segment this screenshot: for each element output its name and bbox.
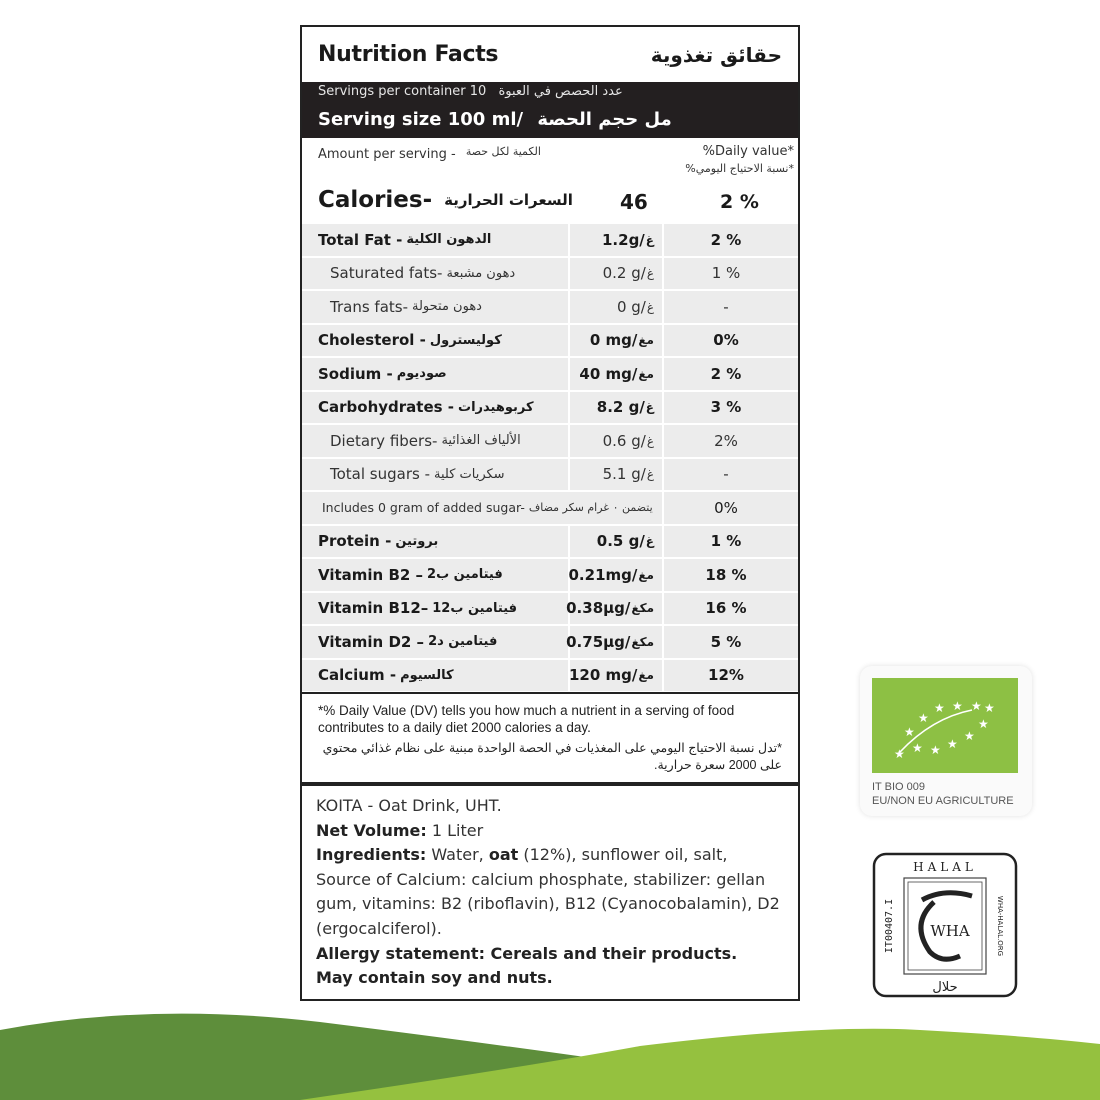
nutrient-amount-value: 120 mg/: [568, 666, 638, 685]
nutrient-name: [302, 492, 662, 524]
nutrient-row: [302, 358, 798, 390]
svg-text:★: ★: [918, 711, 929, 725]
nutrient-amount-value: 0 g/: [616, 297, 646, 316]
svg-text:★: ★: [984, 701, 995, 715]
serving-size-english: Serving size 100 ml/: [318, 109, 524, 130]
nutrient-daily-value: 1 %: [664, 526, 798, 558]
nutrient-name-arabic: فيتامين د2: [428, 634, 498, 650]
nutrient-amount-value: 1.2g/: [602, 230, 645, 249]
nutrient-amount: [570, 258, 662, 290]
nutrient-daily-value: 1 %: [664, 258, 798, 290]
nutrient-unit-arabic: غ: [645, 400, 654, 415]
footnote-english: *% Daily Value (DV) tells you how much a nutrient in a serving of food contributes to a daily diet 2000 calories a day.: [318, 703, 735, 735]
nutrient-name-english: Dietary fibers-: [330, 431, 438, 450]
nutrient-row: [302, 291, 798, 323]
amount-header: [302, 138, 798, 182]
svg-text:★: ★: [947, 737, 958, 751]
svg-text:★: ★: [964, 729, 975, 743]
svg-text:WHA-HALAL.ORG: WHA-HALAL.ORG: [996, 895, 1004, 957]
nutrient-name: [302, 459, 568, 491]
daily-value-english: %Daily value*: [702, 144, 794, 159]
nutrient-daily-value: 0%: [664, 492, 798, 524]
nutrient-amount: [570, 358, 662, 390]
nutrient-daily-value: -: [664, 291, 798, 323]
nutrient-daily-value: 2%: [664, 425, 798, 457]
nutrient-unit-arabic: غ: [646, 433, 654, 448]
nutrient-amount-value: 8.2 g/: [596, 398, 645, 417]
nutrient-unit-arabic: غ: [645, 232, 654, 247]
nutrient-name: [302, 526, 568, 558]
nutrient-amount-value: 0.5 g/: [596, 532, 645, 551]
nutrient-row: [302, 593, 798, 625]
nutrient-row: [302, 492, 798, 524]
nutrient-amount: [566, 626, 662, 658]
nutrient-daily-value: 0%: [664, 325, 798, 357]
svg-text:★: ★: [934, 701, 945, 715]
net-volume: [316, 819, 784, 844]
organic-code: [872, 780, 1014, 808]
nutrient-name: [302, 358, 568, 390]
nutrient-amount-value: 40 mg/: [579, 364, 638, 383]
svg-text:HALAL: HALAL: [913, 860, 977, 874]
eu-organic-leaf-icon: [872, 678, 1018, 773]
ingredients-oat: oat: [488, 845, 519, 865]
calories-row: [302, 182, 798, 224]
svg-text:★: ★: [894, 747, 905, 761]
nutrient-daily-value: 5 %: [664, 626, 798, 658]
nutrient-amount-value: 0.38µg/: [566, 599, 631, 618]
nutrient-amount: [570, 459, 662, 491]
green-hills-decoration: [0, 1010, 1100, 1100]
nutrient-amount: [570, 559, 662, 591]
serving-band: [302, 82, 798, 138]
nutrient-daily-value: 2 %: [664, 358, 798, 390]
nutrient-name-english: Protein -: [318, 532, 392, 551]
svg-text:حلال: حلال: [932, 980, 958, 995]
nutrient-amount-value: 0.21mg/: [568, 565, 638, 584]
nutrient-name-english: Vitamin B2 –: [318, 565, 424, 584]
nutrient-name-arabic: فيتامين ب2: [427, 567, 503, 583]
calories-amount: 46: [620, 190, 648, 214]
footnote-arabic: *تدل نسبة الاحتياج اليومي على المغذيات في الحصة الواحدة مبنية على نظام غذائي محتوي على 2000 سعرة حرارية.: [322, 741, 782, 772]
net-volume-label: Net Volume:: [316, 820, 427, 840]
nutrient-name-arabic: الدهون الكلية: [406, 232, 492, 248]
nutrient-amount-value: 0.75µg/: [566, 632, 631, 651]
nutrient-name-arabic: كوليسترول: [429, 332, 502, 348]
amount-per-serving-arabic: الكمية لكل حصة: [465, 145, 541, 158]
svg-text:★: ★: [952, 699, 963, 713]
nutrient-name-english: Carbohydrates -: [318, 398, 455, 417]
ingredients-text-a: Water,: [426, 845, 489, 865]
nutrient-amount-value: 5.1 g/: [602, 465, 646, 484]
nutrient-row: [302, 224, 798, 256]
nutrient-row: [302, 660, 798, 692]
nutrient-name-english: Includes 0 gram of added sugar-: [322, 500, 525, 516]
title-english: Nutrition Facts: [318, 42, 499, 67]
nutrient-amount: [570, 392, 662, 424]
nutrient-unit-arabic: مغ: [638, 333, 654, 348]
nutrient-name-arabic: الألياف الغذائية: [441, 433, 521, 449]
may-contain: [316, 966, 784, 991]
daily-value-arabic: *نسبة الاحتياج اليومي%: [685, 162, 794, 175]
nutrient-row: [302, 325, 798, 357]
nutrient-unit-arabic: مغ: [638, 567, 654, 582]
nutrient-amount: [570, 425, 662, 457]
nutrient-name-english: Total sugars -: [330, 465, 430, 484]
nutrient-name: [302, 325, 568, 357]
nutrient-name-english: Saturated fats-: [330, 264, 443, 283]
ingredients-text-b: (12%), sunflower oil, salt, Source of Calcium: calcium phosphate, stabilizer: gellan gum, vitamins: B2 (riboflavin), B12 (Cyanocobalamin), D2 (ergocalciferol).: [316, 845, 780, 938]
nutrient-unit-arabic: غ: [645, 534, 654, 549]
nutrient-unit-arabic: مغ: [638, 668, 654, 683]
calories-dv: 2 %: [720, 191, 759, 213]
nutrient-amount-value: 0.6 g/: [602, 431, 646, 450]
nutrient-daily-value: -: [664, 459, 798, 491]
svg-text:★: ★: [971, 699, 982, 713]
nutrient-row: [302, 526, 798, 558]
nutrient-name-arabic: يتضمن ٠ غرام سكر مضاف: [528, 501, 653, 515]
nutrient-amount: [566, 593, 662, 625]
amount-per-serving-english: Amount per serving -: [318, 147, 456, 162]
svg-text:WHA: WHA: [930, 922, 970, 940]
nutrient-name-english: Trans fats-: [330, 297, 408, 316]
nutrient-name-arabic: فيتامين ب12: [432, 600, 518, 616]
nutrient-name-arabic: كربوهيدرات: [458, 399, 534, 415]
svg-text:★: ★: [978, 717, 989, 731]
svg-text:★: ★: [930, 743, 941, 757]
nutrient-name-arabic: كالسيوم: [400, 667, 454, 683]
nutrient-amount-value: 0.2 g/: [602, 264, 646, 283]
nutrient-unit-arabic: غ: [646, 266, 654, 281]
wha-halal-icon: [872, 852, 1018, 998]
nutrient-unit-arabic: مكغ: [631, 601, 654, 616]
servings-per-container: [318, 84, 623, 99]
nutrient-name: [302, 425, 568, 457]
nutrient-name-arabic: بروتين: [395, 533, 439, 549]
nutrient-name: [302, 392, 568, 424]
product-info-box: [300, 784, 800, 1001]
nutrient-row: [302, 626, 798, 658]
svg-text:★: ★: [912, 741, 923, 755]
servings-english: Servings per container 10: [318, 84, 487, 99]
nutrient-name-english: Cholesterol -: [318, 331, 426, 350]
organic-origin-text: EU/NON EU AGRICULTURE: [872, 795, 1014, 807]
serving-size: [318, 109, 672, 130]
organic-code-text: IT BIO 009: [872, 781, 925, 793]
nutrient-name: [302, 626, 568, 658]
nutrient-name: [302, 291, 568, 323]
nutrient-unit-arabic: مغ: [638, 366, 654, 381]
nutrient-name: [302, 258, 568, 290]
nutrient-name-arabic: سكريات كلية: [434, 466, 505, 482]
amount-per-serving: [318, 147, 541, 162]
nutrient-daily-value: 2 %: [664, 224, 798, 256]
daily-value-header: [685, 143, 794, 177]
nutrient-name-english: Sodium -: [318, 364, 393, 383]
allergy-text: Allergy statement: Cereals and their products.: [316, 943, 738, 963]
nutrient-unit-arabic: غ: [646, 467, 654, 482]
title-arabic: حقائق تغذوية: [650, 42, 782, 67]
nutrient-unit-arabic: مكغ: [631, 634, 654, 649]
nutrient-amount: [570, 291, 662, 323]
nutrient-row: [302, 425, 798, 457]
nutrient-name-english: Total Fat -: [318, 230, 403, 249]
calories-name: [318, 187, 573, 213]
nutrient-row: [302, 392, 798, 424]
nutrient-amount: [570, 660, 662, 692]
nutrient-daily-value: 18 %: [664, 559, 798, 591]
nutrient-name-english: Calcium -: [318, 666, 397, 685]
nutrient-daily-value: 12%: [664, 660, 798, 692]
serving-size-arabic: مل حجم الحصة: [537, 109, 672, 130]
allergy-statement: [316, 942, 784, 967]
nutrient-name-arabic: دهون متحولة: [412, 299, 482, 315]
nutrient-name: [302, 559, 568, 591]
nutrient-row: [302, 559, 798, 591]
nutrient-name: [302, 593, 568, 625]
nutrient-name-arabic: دهون مشبعة: [446, 265, 516, 281]
nutrient-amount: [570, 325, 662, 357]
svg-text:IT00407.I: IT00407.I: [884, 898, 895, 954]
nutrient-row: [302, 459, 798, 491]
nutrient-name: [302, 660, 568, 692]
nutrient-amount: [570, 526, 662, 558]
product-name: KOITA - Oat Drink, UHT.: [316, 796, 502, 815]
title-row: [302, 27, 798, 82]
calories-arabic: السعرات الحرارية: [444, 191, 573, 209]
calories-english: Calories-: [318, 187, 433, 213]
nutrient-table: [302, 224, 798, 693]
svg-text:★: ★: [904, 725, 915, 739]
eu-organic-badge: [860, 666, 1032, 816]
nutrient-unit-arabic: غ: [646, 299, 654, 314]
nutrient-daily-value: 3 %: [664, 392, 798, 424]
net-volume-value: 1 Liter: [426, 820, 484, 840]
nutrient-daily-value: 16 %: [664, 593, 798, 625]
nutrient-name-english: Vitamin B12–: [318, 599, 429, 618]
nutrient-name-english: Vitamin D2 –: [318, 632, 425, 651]
servings-arabic: عدد الحصص في العبوة: [498, 84, 623, 99]
may-contain-text: May contain soy and nuts.: [316, 968, 553, 988]
nutrient-name: [302, 224, 568, 256]
daily-value-footnote: [302, 692, 798, 782]
nutrient-amount: [570, 224, 662, 256]
nutrient-name-arabic: صوديوم: [396, 366, 447, 382]
nutrient-amount-value: 0 mg/: [589, 331, 638, 350]
nutrient-row: [302, 258, 798, 290]
ingredients-label: Ingredients:: [316, 845, 427, 865]
nutrition-facts-label: [300, 25, 800, 784]
ingredients-list: [316, 843, 784, 941]
